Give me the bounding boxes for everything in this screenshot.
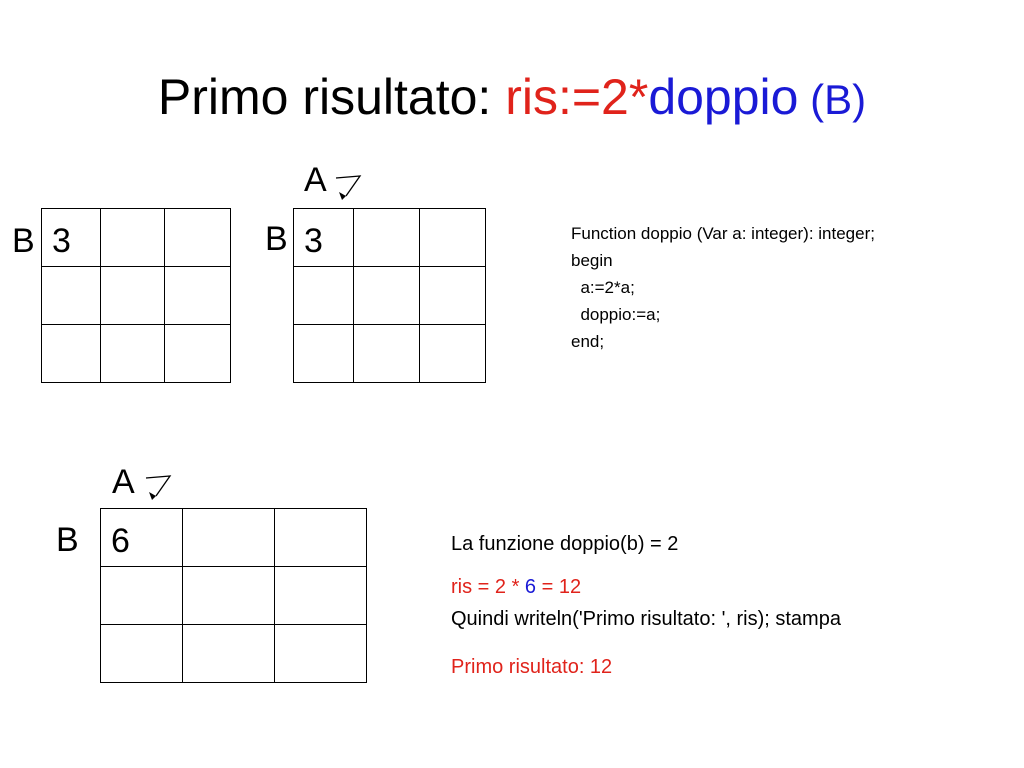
grid-cell [101, 325, 165, 383]
code-line: Function doppio (Var a: integer): integer; [571, 224, 875, 243]
grid-cell [165, 209, 231, 267]
grid-cell: 3 [42, 209, 101, 267]
grid-cell [275, 625, 367, 683]
right-grid-pointer-arrow [330, 170, 364, 204]
code-line: begin [571, 251, 613, 270]
title-prefix: Primo risultato: [157, 69, 506, 125]
grid-cell [420, 325, 486, 383]
right-grid-col-label: A [304, 161, 327, 199]
grid-cell [275, 567, 367, 625]
code-line: a:=2*a; [571, 278, 635, 297]
grid-cell [294, 325, 354, 383]
title-argument: (B) [798, 76, 867, 123]
grid-cell: 6 [101, 509, 183, 567]
slide-title [0, 64, 1024, 133]
grid-cell [183, 567, 275, 625]
grid-cell [354, 209, 420, 267]
grid-cell [42, 325, 101, 383]
bottom-grid-col-label: A [112, 463, 135, 501]
note-output: Primo risultato: 12 [451, 656, 613, 678]
grid-cell [101, 625, 183, 683]
bottom-grid-row-label: B [56, 521, 79, 559]
grid-cell [420, 267, 486, 325]
grid-cell [183, 509, 275, 567]
grid-cell [354, 325, 420, 383]
grid-cell [275, 509, 367, 567]
grid-cell [42, 267, 101, 325]
right-memory-grid [293, 208, 486, 383]
note-ris-computation: ris = 2 * 6 = 12 [451, 576, 582, 598]
function-code [571, 220, 875, 355]
grid-cell [294, 267, 354, 325]
grid-cell [420, 209, 486, 267]
title-expression: ris:=2* [505, 69, 649, 125]
left-memory-grid [41, 208, 231, 383]
grid-cell [183, 625, 275, 683]
grid-cell [101, 567, 183, 625]
title-function-name: doppio [648, 69, 799, 125]
note-writeln: Quindi writeln('Primo risultato: ', ris); stampa [451, 608, 841, 630]
grid-cell [354, 267, 420, 325]
grid-cell [101, 209, 165, 267]
grid-cell [101, 267, 165, 325]
grid-cell [165, 325, 231, 383]
bottom-grid-pointer-arrow [140, 470, 174, 504]
note-function-result: La funzione doppio(b) = 2 [451, 533, 679, 555]
right-grid-row-label: B [265, 220, 288, 258]
grid-cell [165, 267, 231, 325]
grid-cell: 3 [294, 209, 354, 267]
left-grid-row-label: B [12, 222, 35, 260]
bottom-memory-grid [100, 508, 367, 683]
code-line: end; [571, 332, 605, 351]
code-line: doppio:=a; [571, 305, 661, 324]
